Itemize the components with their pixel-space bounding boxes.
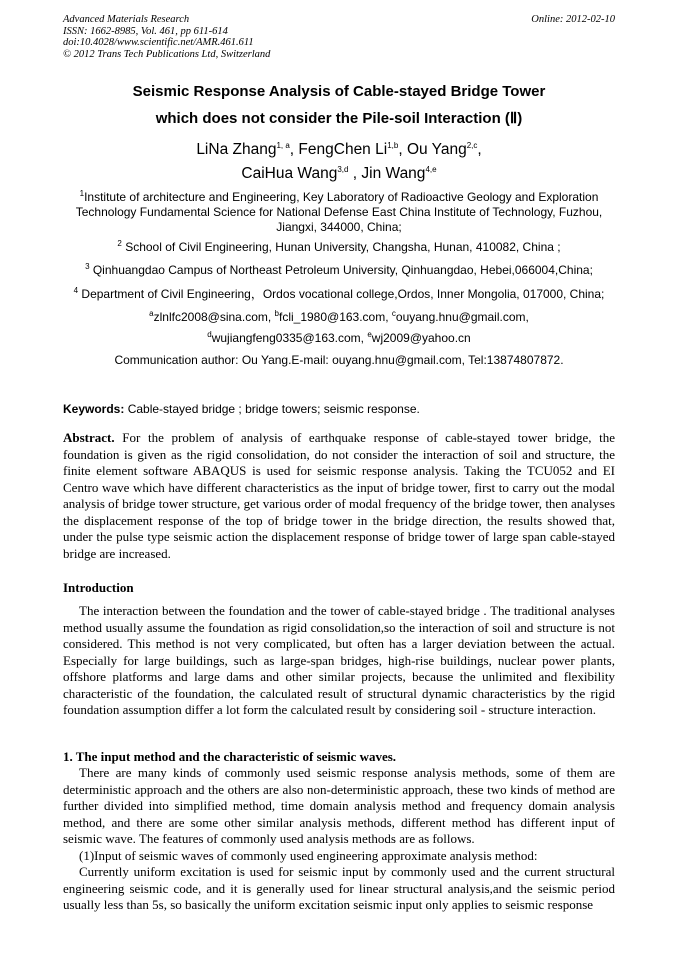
abstract-label: Abstract. bbox=[63, 430, 115, 445]
copyright-line: © 2012 Trans Tech Publications Ltd, Switzerland bbox=[63, 48, 271, 60]
abstract-text: For the problem of analysis of earthquake response of cable-stayed tower bridge, the foundation is given as the rigid consolidation, do not consider the interaction of soil and structure, the finite element software ABAQUS is used for seismic response analysis. Taking the TCU052 and EI Centro wave which have different characteristics as the input of bridge tower, first to carry out the modal analysis of bridge tower structure, get various order of modal frequency of the bridge tower, then analyses the displacement response of the top of bridge tower in the bridge direction, the results showed that, under the pulse type seismic action the displacement response of bridge tower of large span cable-stayed bridge are increased. bbox=[63, 430, 615, 561]
author-name: LiNa Zhang bbox=[196, 141, 277, 158]
affiliation-text: Institute of architecture and Engineering, Key Laboratory of Radioactive Geology and Exploration Technology Fundamental Science for National Defense East China Institute of Technology, Fuzhou, Jiangxi, 344000, China; bbox=[75, 190, 603, 234]
keywords-text: Cable-stayed bridge ; bridge towers; seismic response. bbox=[124, 402, 420, 416]
communication-author: Communication author: Ou Yang.E-mail: ouyang.hnu@gmail.com, Tel:13874807872. bbox=[114, 353, 564, 367]
email-address[interactable]: fcli_1980@163.com, bbox=[278, 310, 392, 324]
author-name: CaiHua Wang bbox=[241, 165, 338, 182]
section-1-body bbox=[63, 765, 615, 914]
abstract bbox=[63, 430, 615, 562]
author-affil-sup: 1, a bbox=[276, 140, 290, 150]
paper-title-line-1: Seismic Response Analysis of Cable-stayed Bridge Tower bbox=[132, 83, 546, 100]
author-affil-sup: 4,e bbox=[425, 164, 437, 174]
author-name: FengChen Li bbox=[298, 141, 388, 158]
author-name: Ou Yang bbox=[406, 141, 467, 158]
online-date: Online: 2012-02-10 bbox=[531, 14, 615, 25]
doi-line: doi:10.4028/www.scientific.net/AMR.461.611 bbox=[63, 37, 254, 49]
paper-title-line-2: which does not consider the Pile-soil Interaction (Ⅱ) bbox=[155, 110, 523, 127]
affiliation-text: School of Civil Engineering, Hunan University, Changsha, Hunan, 410082, China ; bbox=[121, 240, 561, 254]
affiliation-sup: 3 bbox=[85, 262, 90, 271]
author-separator: , bbox=[398, 141, 407, 158]
author-line-1 bbox=[40, 141, 638, 159]
affiliation-sup: 4 bbox=[73, 286, 79, 295]
affiliation-4 bbox=[60, 287, 618, 302]
affiliation-sup: 1 bbox=[79, 189, 85, 198]
section-1-paragraph-1: There are many kinds of commonly used seismic response analysis methods, some of them are deterministic approach and the others are also non-deterministic approach, these two kinds of method are further divided into simplified method, time domain analysis method and frequency domain analysis method, and there are some other similar analysis methods, different method has different input of seismic wave. The features of commonly used analysis methods are as follows. bbox=[63, 765, 615, 846]
email-sup: b bbox=[274, 309, 279, 318]
author-name: Jin Wang bbox=[361, 165, 426, 182]
author-affil-sup: 2,c bbox=[466, 140, 478, 150]
introduction-body bbox=[63, 603, 615, 719]
keywords-label: Keywords: bbox=[63, 402, 125, 416]
email-address[interactable]: wj2009@yahoo.cn bbox=[371, 331, 471, 345]
section-1-paragraph-3: Currently uniform excitation is used for seismic input by commonly used and the current structural engineering seismic code, and it is generally used for linear structural analysis,and the seismic period usually less than 5s, so basically the uniform excitation seismic input only applies to seismic response bbox=[63, 864, 615, 912]
affiliation-text: Qinhuangdao Campus of Northeast Petroleum University, Qinhuangdao, Hebei,066004,China; bbox=[89, 263, 593, 277]
email-sup: c bbox=[391, 309, 396, 318]
author-affil-sup: 3,d bbox=[337, 164, 349, 174]
journal-name: Advanced Materials Research bbox=[63, 14, 190, 25]
author-separator: , bbox=[289, 141, 299, 158]
email-address[interactable]: ouyang.hnu@gmail.com, bbox=[395, 310, 529, 324]
issn-line: ISSN: 1662-8985, Vol. 461, pp 611-614 bbox=[63, 25, 228, 37]
keywords bbox=[63, 402, 615, 416]
email-sup: d bbox=[207, 330, 212, 339]
author-line-2 bbox=[40, 165, 638, 183]
author-separator: , bbox=[477, 141, 482, 158]
affiliation-3 bbox=[60, 263, 618, 278]
email-line-1 bbox=[60, 310, 618, 324]
affiliation-sup: 2 bbox=[117, 239, 122, 248]
email-address[interactable]: zlnlfc2008@sina.com, bbox=[153, 310, 275, 324]
section-1-paragraph-2: (1)Input of seismic waves of commonly used engineering approximate analysis method: bbox=[79, 847, 538, 863]
introduction-heading: Introduction bbox=[63, 580, 134, 595]
affiliation-2 bbox=[60, 240, 618, 255]
author-separator: , bbox=[348, 165, 362, 182]
email-address[interactable]: wujiangfeng0335@163.com, bbox=[211, 331, 368, 345]
author-affil-sup: 1,b bbox=[387, 140, 399, 150]
introduction-paragraph: The interaction between the foundation and the tower of cable-stayed bridge . The traditional analyses method usually assume the foundation as rigid consolidation,so the interaction of soil and structure is not considered. This method is not very complicated, but often has a larger deviation between the actual. Especially for large buildings, such as large-span bridges, high-rise buildings, nuclear power plants, offshore platforms and large dams and other similar projects, because the unlimited and flexibility characteristic of the foundation, the calculated result of structural dynamic characteristics by the rigid foundation assumption differ a lot form the calculated result by considering soil - structure interaction. bbox=[63, 603, 615, 717]
section-1-heading: 1. The input method and the characteristic of seismic waves. bbox=[63, 749, 397, 764]
email-sup: a bbox=[149, 309, 154, 318]
running-header bbox=[63, 14, 615, 60]
email-sup: e bbox=[367, 330, 372, 339]
affiliation-1 bbox=[60, 190, 618, 235]
affiliation-text: Department of Civil Engineering，Ordos vocational college,Ordos, Inner Mongolia, 017000, China; bbox=[78, 287, 605, 301]
email-line-2 bbox=[60, 331, 618, 345]
